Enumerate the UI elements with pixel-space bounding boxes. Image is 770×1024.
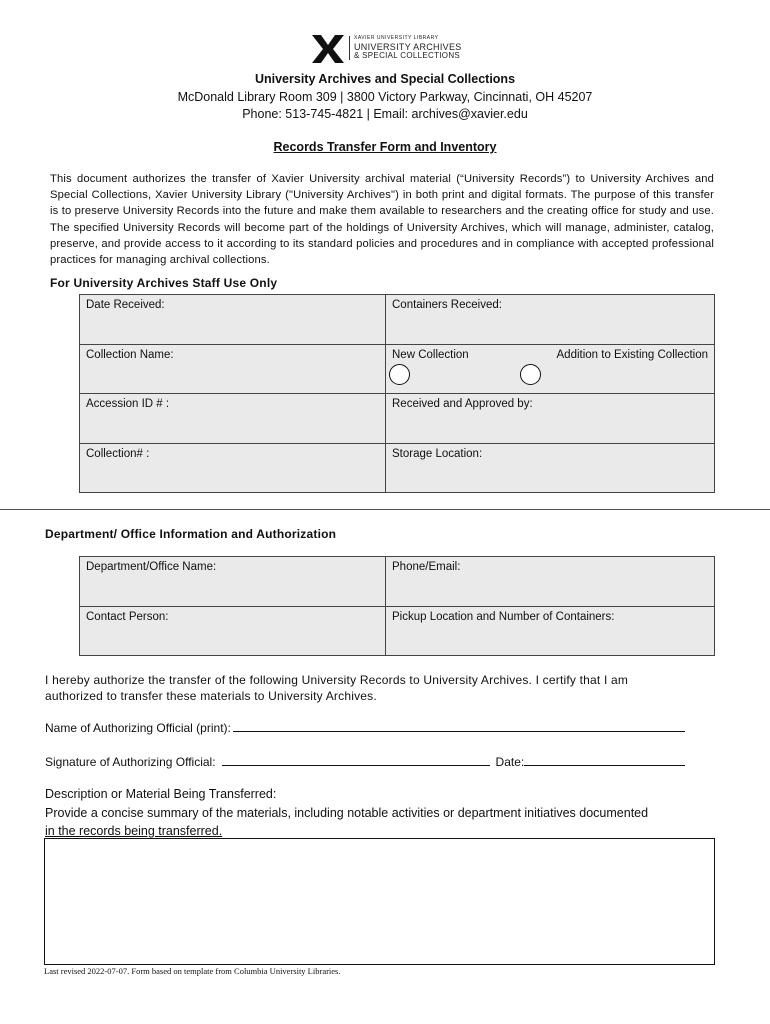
logo-divider (349, 36, 350, 60)
authorization-statement-line1: I hereby authorize the transfer of the following University Records to University Archives. I certify that I am (45, 673, 629, 687)
signature-label: Signature of Authorizing Official: (45, 755, 216, 769)
staff-use-table (79, 294, 715, 493)
date-label: Date: (495, 755, 525, 769)
contact-person-field[interactable]: Contact Person: (80, 607, 386, 656)
description-textarea[interactable] (44, 838, 715, 965)
authorization-statement-line2: authorized to transfer these materials to University Archives. (45, 689, 377, 703)
authorizing-name-line[interactable] (233, 730, 685, 732)
staff-section-heading: For University Archives Staff Use Only (50, 276, 278, 290)
authorizing-name-label: Name of Authorizing Official (print): (45, 721, 231, 735)
collection-name-field[interactable]: Collection Name: (80, 345, 386, 394)
page-title: University Archives and Special Collections (254, 72, 516, 86)
dept-name-field[interactable]: Department/Office Name: (80, 557, 386, 607)
date-line[interactable] (524, 764, 685, 766)
description-instruction-line2: in the records being transferred. (45, 824, 223, 838)
dept-info-table (79, 556, 715, 656)
address-line: McDonald Library Room 309 | 3800 Victory Parkway, Cincinnati, OH 45207 (177, 90, 593, 104)
new-collection-label: New Collection (392, 349, 469, 361)
addition-existing-label: Addition to Existing Collection (556, 349, 708, 361)
footer-note: Last revised 2022-07-07. Form based on template from Columbia University Libraries. (44, 966, 341, 976)
pickup-location-field[interactable]: Pickup Location and Number of Containers: (386, 607, 715, 656)
phone-email-field[interactable]: Phone/Email: (386, 557, 715, 607)
logo-library-line: XAVIER UNIVERSITY LIBRARY (354, 35, 439, 41)
form-title: Records Transfer Form and Inventory (273, 140, 497, 154)
accession-id-field[interactable]: Accession ID # : (80, 394, 386, 444)
description-heading: Description or Material Being Transferred: (45, 787, 277, 801)
collection-number-field[interactable]: Collection# : (80, 444, 386, 493)
contact-line: Phone: 513-745-4821 | Email: archives@xavier.edu (242, 107, 528, 121)
university-logo-mark (312, 35, 344, 63)
date-received-field[interactable]: Date Received: (80, 295, 386, 345)
new-collection-radio[interactable] (389, 364, 410, 385)
addition-existing-radio[interactable] (520, 364, 541, 385)
dept-section-heading: Department/ Office Information and Authorization (45, 527, 337, 541)
intro-paragraph: This document authorizes the transfer of Xavier University archival material (“University Records”) to University Archives and Special Collections, Xavier University Library ("University Archives") in both print and digital formats. The purpose of this transfer is to preserve University Records into the future and make them available to researchers and the creating office for study and use. The specified University Records will become part of the holdings of University Archives, which will manage, administer, catalog, preserve, and provide access to it according to its standard policies and procedures and in compliance with accepted professional practices for managing archival collections. (50, 173, 714, 267)
section-divider (0, 509, 770, 510)
logo-archives-line: UNIVERSITY ARCHIVES (354, 42, 462, 52)
authorizing-name-row (45, 721, 685, 735)
collection-type-field (386, 345, 715, 394)
received-approved-field[interactable]: Received and Approved by: (386, 394, 715, 444)
description-instruction-line1: Provide a concise summary of the materials, including notable activities or department initiatives documented (45, 806, 649, 820)
containers-received-field[interactable]: Containers Received: (386, 295, 715, 345)
logo-collections-line: & SPECIAL COLLECTIONS (354, 51, 461, 60)
signature-row (45, 755, 685, 769)
storage-location-field[interactable]: Storage Location: (386, 444, 715, 493)
signature-line[interactable] (222, 764, 490, 766)
